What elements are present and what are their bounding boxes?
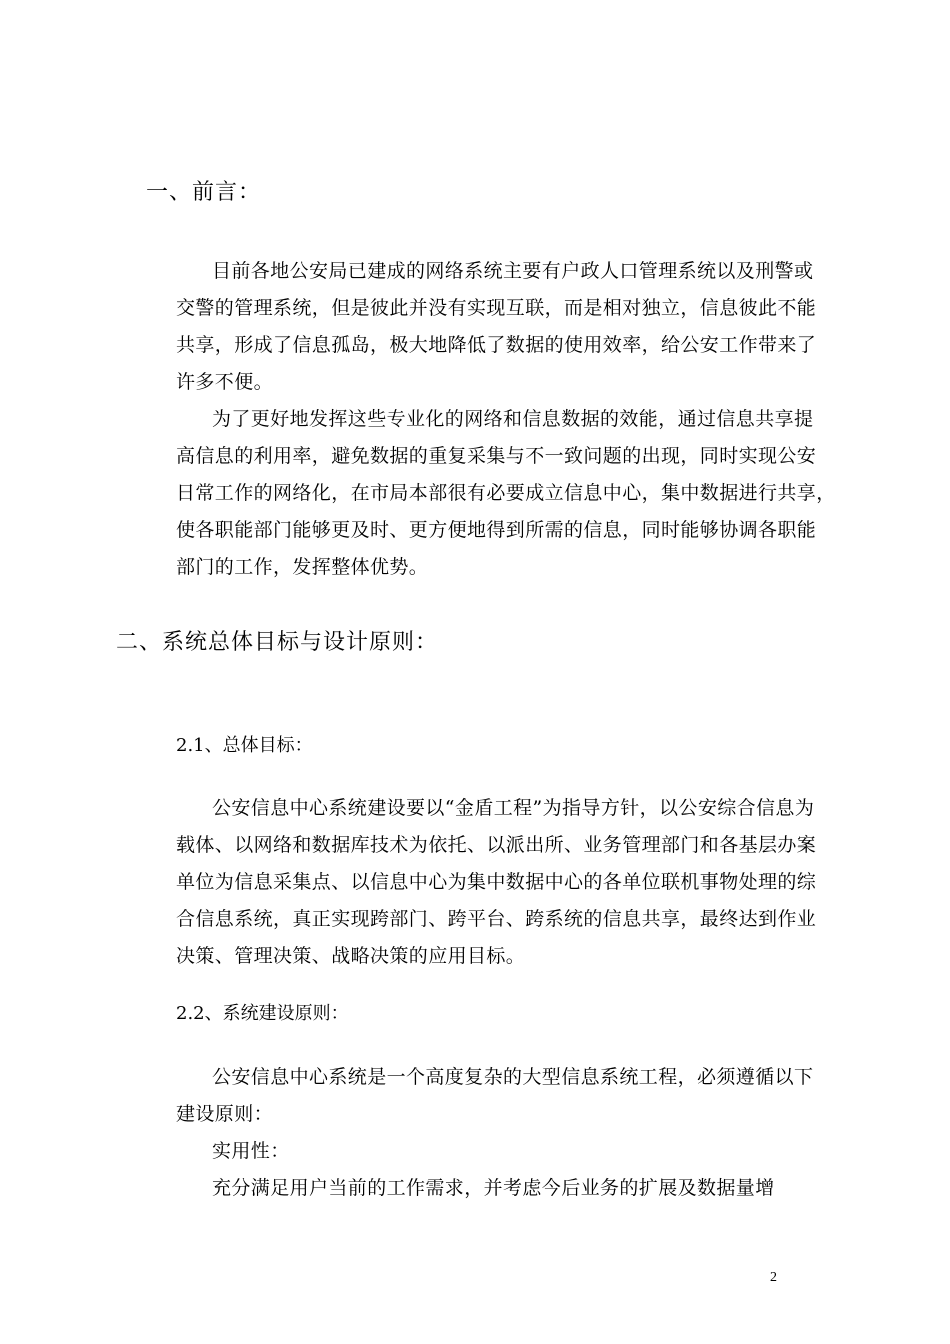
subsection-2-1-paragraph	[176, 790, 816, 975]
text-line: 共享，形成了信息孤岛，极大地降低了数据的使用效率，给公安工作带来了	[176, 334, 817, 356]
text-line: 使各职能部门能够更及时、更方便地得到所需的信息，同时能够协调各职能	[176, 519, 817, 541]
page-number: 2	[770, 1270, 777, 1285]
text-line: 目前各地公安局已建成的网络系统主要有户政人口管理系统以及刑警或	[212, 260, 814, 282]
subsection-2-1-heading: 2.1、总体目标：	[176, 735, 313, 756]
text-line: 合信息系统，真正实现跨部门、跨平台、跨系统的信息共享，最终达到作业	[176, 908, 817, 930]
text-line: 建设原则：	[176, 1103, 274, 1125]
text-line: 单位为信息采集点、以信息中心为集中数据中心的各单位联机事物处理的综	[176, 871, 817, 893]
section-2-heading: 二、系统总体目标与设计原则：	[116, 630, 439, 655]
text-line: 为了更好地发挥这些专业化的网络和信息数据的效能，通过信息共享提	[212, 408, 814, 430]
text-line: 载体、以网络和数据库技术为依托、以派出所、业务管理部门和各基层办案	[176, 834, 817, 856]
text-line: 公安信息中心系统是一个高度复杂的大型信息系统工程，必须遵循以下	[212, 1066, 814, 1088]
principle-text: 充分满足用户当前的工作需求，并考虑今后业务的扩展及数据量增	[212, 1177, 775, 1199]
section-1-paragraph-2	[176, 401, 836, 586]
section-1-heading: 一、前言：	[146, 180, 262, 205]
text-line: 高信息的利用率，避免数据的重复采集与不一致问题的出现，同时实现公安	[176, 445, 817, 467]
subsection-2-2-paragraph	[176, 1059, 816, 1207]
section-1-paragraph-1	[176, 253, 816, 401]
subsection-2-2-heading: 2.2、系统建设原则：	[176, 1003, 349, 1024]
principle-title: 实用性：	[212, 1140, 290, 1162]
text-line: 许多不便。	[176, 371, 274, 393]
text-line: 日常工作的网络化，在市局本部很有必要成立信息中心，集中数据进行共享，	[176, 482, 836, 504]
text-line: 部门的工作，发挥整体优势。	[176, 556, 429, 578]
text-line: 公安信息中心系统建设要以“金盾工程”为指导方针，以公安综合信息为	[212, 797, 815, 819]
text-line: 决策、管理决策、战略决策的应用目标。	[176, 945, 526, 967]
text-line: 交警的管理系统，但是彼此并没有实现互联，而是相对独立，信息彼此不能	[176, 297, 817, 319]
